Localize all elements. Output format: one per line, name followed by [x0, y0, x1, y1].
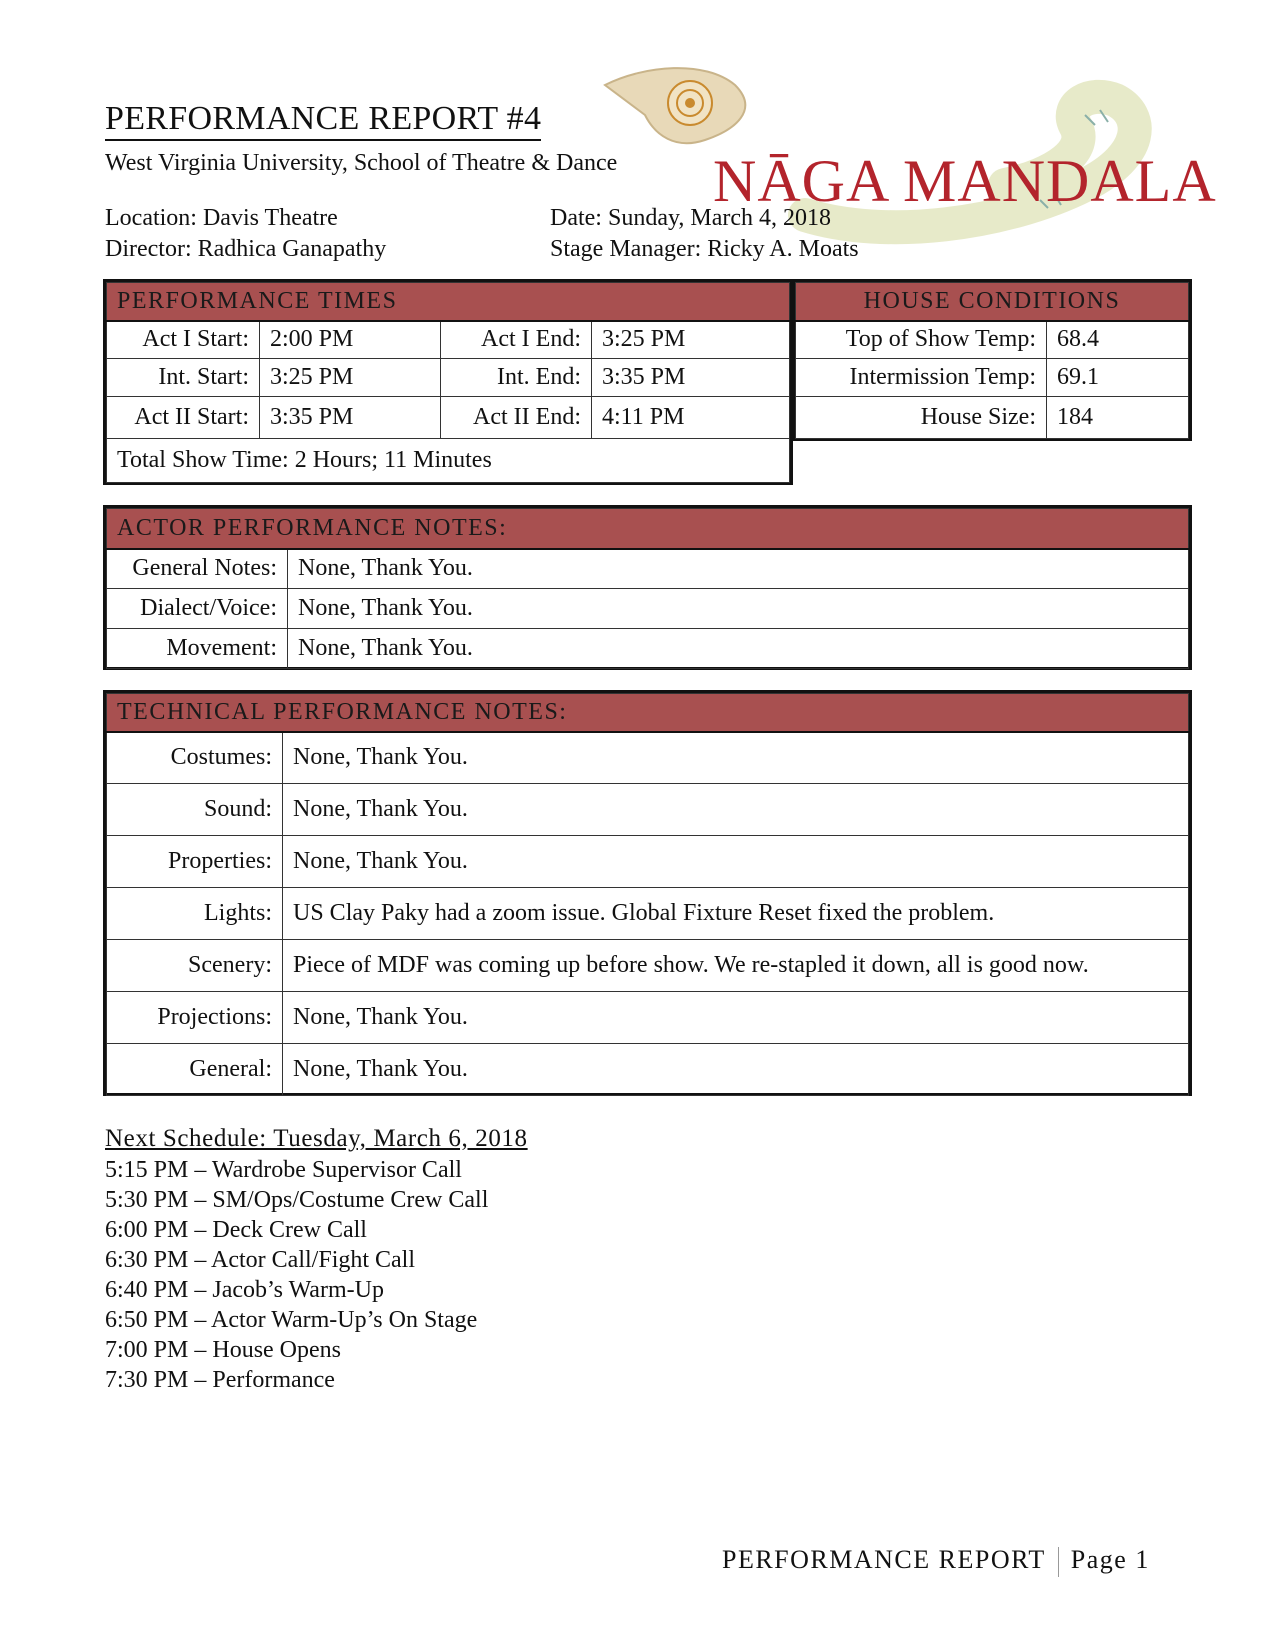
cell-label: Intermission Temp: [796, 359, 1047, 397]
actor-notes-panel [103, 505, 1192, 670]
logo-title: NĀGA MANDALA [713, 148, 1217, 214]
cell-label: Int. End: [441, 359, 592, 397]
table-row [796, 397, 1189, 439]
schedule-list [105, 1155, 488, 1395]
cell-value: 3:35 PM [592, 359, 790, 397]
page-footer [722, 1545, 1150, 1577]
cell-label: Sound: [107, 784, 283, 836]
list-item: 7:30 PM – Performance [105, 1367, 335, 1393]
cell-value: 3:35 PM [260, 397, 441, 439]
cell-label: General Notes: [107, 549, 288, 589]
cell-label: Lights: [107, 888, 283, 940]
list-item: 7:00 PM – House Opens [105, 1337, 342, 1363]
table-row [107, 888, 1189, 940]
director-text: Director: Radhica Ganapathy [105, 236, 387, 262]
list-item: 6:30 PM – Actor Call/Fight Call [105, 1247, 416, 1273]
cell-label: Int. Start: [107, 359, 260, 397]
footer-divider [1058, 1547, 1059, 1577]
cell-value: 68.4 [1047, 321, 1189, 359]
cell-label: Act I Start: [107, 321, 260, 359]
date-text: Date: Sunday, March 4, 2018 [550, 205, 832, 231]
table-row [107, 784, 1189, 836]
table-row [107, 439, 790, 483]
cell-value: 3:25 PM [260, 359, 441, 397]
cell-value: US Clay Paky had a zoom issue. Global Fixture Reset fixed the problem. [283, 888, 1189, 940]
table-row [107, 629, 1189, 669]
table-row [107, 397, 790, 439]
cell-label: Scenery: [107, 940, 283, 992]
cell-label: House Size: [796, 397, 1047, 439]
cell-value: 2:00 PM [260, 321, 441, 359]
cell-value: None, Thank You. [283, 784, 1189, 836]
cell-value: None, Thank You. [288, 629, 1189, 669]
cell-label: Act I End: [441, 321, 592, 359]
table-row [107, 992, 1189, 1044]
location-text: Location: Davis Theatre [105, 205, 338, 231]
cell-label: Top of Show Temp: [796, 321, 1047, 359]
cell-label: Properties: [107, 836, 283, 888]
list-item: 5:30 PM – SM/Ops/Costume Crew Call [105, 1187, 489, 1213]
report-subtitle: West Virginia University, School of Theatre & Dance [105, 150, 618, 176]
cell-label: Act II End: [441, 397, 592, 439]
table-row [107, 321, 790, 359]
list-item: 5:15 PM – Wardrobe Supervisor Call [105, 1157, 462, 1183]
cell-value: 4:11 PM [592, 397, 790, 439]
list-item: 6:40 PM – Jacob’s Warm-Up [105, 1277, 384, 1303]
house-conditions-heading: HOUSE CONDITIONS [796, 283, 1189, 321]
cell-label: Act II Start: [107, 397, 260, 439]
list-item: 6:50 PM – Actor Warm-Up’s On Stage [105, 1307, 478, 1333]
cell-value: None, Thank You. [288, 549, 1189, 589]
cell-label: Projections: [107, 992, 283, 1044]
technical-notes-panel [103, 690, 1192, 1096]
page-number: Page 1 [1070, 1545, 1150, 1574]
total-show-time: Total Show Time: 2 Hours; 11 Minutes [107, 439, 790, 483]
table-row [107, 732, 1189, 784]
table-row [107, 589, 1189, 629]
table-row [107, 1044, 1189, 1096]
performance-times-heading: PERFORMANCE TIMES [107, 283, 790, 321]
cell-label: Movement: [107, 629, 288, 669]
cell-label: Costumes: [107, 732, 283, 784]
next-schedule-heading: Next Schedule: Tuesday, March 6, 2018 [105, 1125, 528, 1152]
house-conditions-panel [792, 279, 1192, 441]
performance-times-panel [103, 279, 793, 485]
cell-label: Dialect/Voice: [107, 589, 288, 629]
cell-value: None, Thank You. [288, 589, 1189, 629]
cell-value: None, Thank You. [283, 992, 1189, 1044]
table-row [796, 359, 1189, 397]
list-item: 6:00 PM – Deck Crew Call [105, 1217, 367, 1243]
cell-value: 3:25 PM [592, 321, 790, 359]
cell-label: General: [107, 1044, 283, 1096]
table-row [796, 321, 1189, 359]
stage-manager-text: Stage Manager: Ricky A. Moats [550, 236, 859, 262]
table-row [107, 836, 1189, 888]
actor-notes-heading: ACTOR PERFORMANCE NOTES: [107, 509, 1189, 549]
cell-value: 69.1 [1047, 359, 1189, 397]
cell-value: 184 [1047, 397, 1189, 439]
cell-value: None, Thank You. [283, 836, 1189, 888]
table-row [107, 940, 1189, 992]
report-title: PERFORMANCE REPORT #4 [105, 100, 541, 141]
cell-value: None, Thank You. [283, 1044, 1189, 1096]
cell-value: None, Thank You. [283, 732, 1189, 784]
table-row [107, 359, 790, 397]
footer-label: PERFORMANCE REPORT [722, 1545, 1046, 1574]
table-row [107, 549, 1189, 589]
cell-value: Piece of MDF was coming up before show. We re-stapled it down, all is good now. [283, 940, 1189, 992]
technical-notes-heading: TECHNICAL PERFORMANCE NOTES: [107, 694, 1189, 732]
